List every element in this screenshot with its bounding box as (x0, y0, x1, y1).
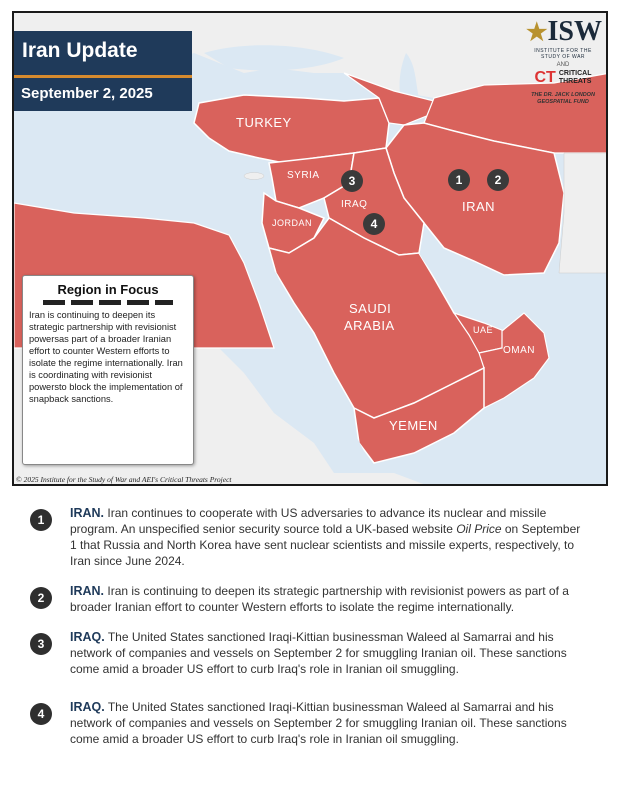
map-marker-1: 1 (448, 169, 470, 191)
isw-logo: ★ISW (526, 16, 602, 47)
label-oman: OMAN (503, 345, 535, 356)
page-title: Iran Update (22, 39, 138, 62)
isw-logo-subtitle: INSTITUTE FOR THE STUDY OF WAR (534, 48, 592, 60)
ct-text: CRITICAL THREATS (558, 70, 592, 85)
item-number-badge: 1 (30, 509, 52, 531)
item-lead: IRAQ. (70, 700, 105, 714)
map-frame (12, 11, 608, 486)
item-lead: IRAN. (70, 584, 105, 598)
item-text: IRAQ. The United States sanctioned Iraqi-Kittian businessman Waleed al Samarrai and his network of companies and vessels on September 2 for smuggling Iranian oil. These sanctions come amid a broader US effort to curb Iraq's role in Iranian oil smuggling. (70, 630, 567, 676)
afghanistan-pakistan (559, 153, 608, 273)
cyprus (244, 173, 264, 180)
update-item-2 (30, 583, 590, 615)
focus-text: Iran is continuing to deepen its strategic partnership with revisionist powersas part of a broader Iranian effort to counter Western efforts to isolate the regime internationally. Iran is coordinating with revisionist powersto block the implementation of snapback sanctions. (29, 310, 183, 404)
item-lead: IRAN. (70, 506, 105, 520)
focus-divider (43, 300, 173, 305)
label-iran: IRAN (462, 199, 496, 214)
update-item-4 (30, 699, 590, 747)
item-number-badge: 2 (30, 587, 52, 609)
label-jordan: JORDAN (272, 218, 313, 228)
logo-and: AND (556, 62, 570, 68)
focus-title: Region in Focus (57, 282, 159, 297)
update-item-1 (30, 505, 590, 569)
label-iraq: IRAQ (341, 199, 368, 210)
label-saudi-1: SAUDI (349, 301, 392, 316)
item-source-name: Oil Price (456, 522, 502, 536)
isw-ct-logo (526, 17, 600, 106)
update-item-3 (30, 629, 590, 677)
region-in-focus-box (22, 275, 194, 465)
map-marker-3: 3 (341, 170, 363, 192)
label-turkey: TURKEY (236, 115, 292, 130)
map-marker-2: 2 (487, 169, 509, 191)
label-uae: UAE (473, 325, 494, 335)
item-text: IRAN. Iran is continuing to deepen its strategic partnership with revisionist powers as part of a broader Iranian effort to counter Western efforts to isolate the regime internationally. (70, 584, 569, 614)
item-number-badge: 3 (30, 633, 52, 655)
page-date: September 2, 2025 (14, 75, 192, 111)
label-syria: SYRIA (287, 170, 320, 181)
title-box (14, 31, 192, 111)
update-items (30, 505, 590, 761)
ct-logo (526, 69, 600, 87)
label-yemen: YEMEN (389, 418, 438, 433)
item-lead: IRAQ. (70, 630, 105, 644)
fund-credit: THE DR. JACK LONDON GEOSPATIAL FUND (531, 92, 595, 105)
copyright: © 2025 Institute for the Study of War and AEI's Critical Threats Project (16, 475, 232, 484)
label-saudi-2: ARABIA (344, 318, 395, 333)
item-number-badge: 4 (30, 703, 52, 725)
isw-star-icon: ★ (526, 20, 548, 46)
map-marker-4: 4 (363, 213, 385, 235)
item-text: IRAQ. The United States sanctioned Iraqi-Kittian businessman Waleed al Samarrai and his network of companies and vessels on September 2 for smuggling Iranian oil. These sanctions come amid a broader US effort to curb Iraq's role in Iranian oil smuggling. (70, 700, 567, 746)
item-text: IRAN. Iran continues to cooperate with US adversaries to advance its nuclear and missile program. An unspecified senior security source told a UK-based website Oil Price on September 1 that Russia and North Korea have sent nuclear scientists and missile experts, respectively, to Iran since June 2024. (70, 506, 581, 568)
ct-mark: CT (534, 69, 556, 86)
